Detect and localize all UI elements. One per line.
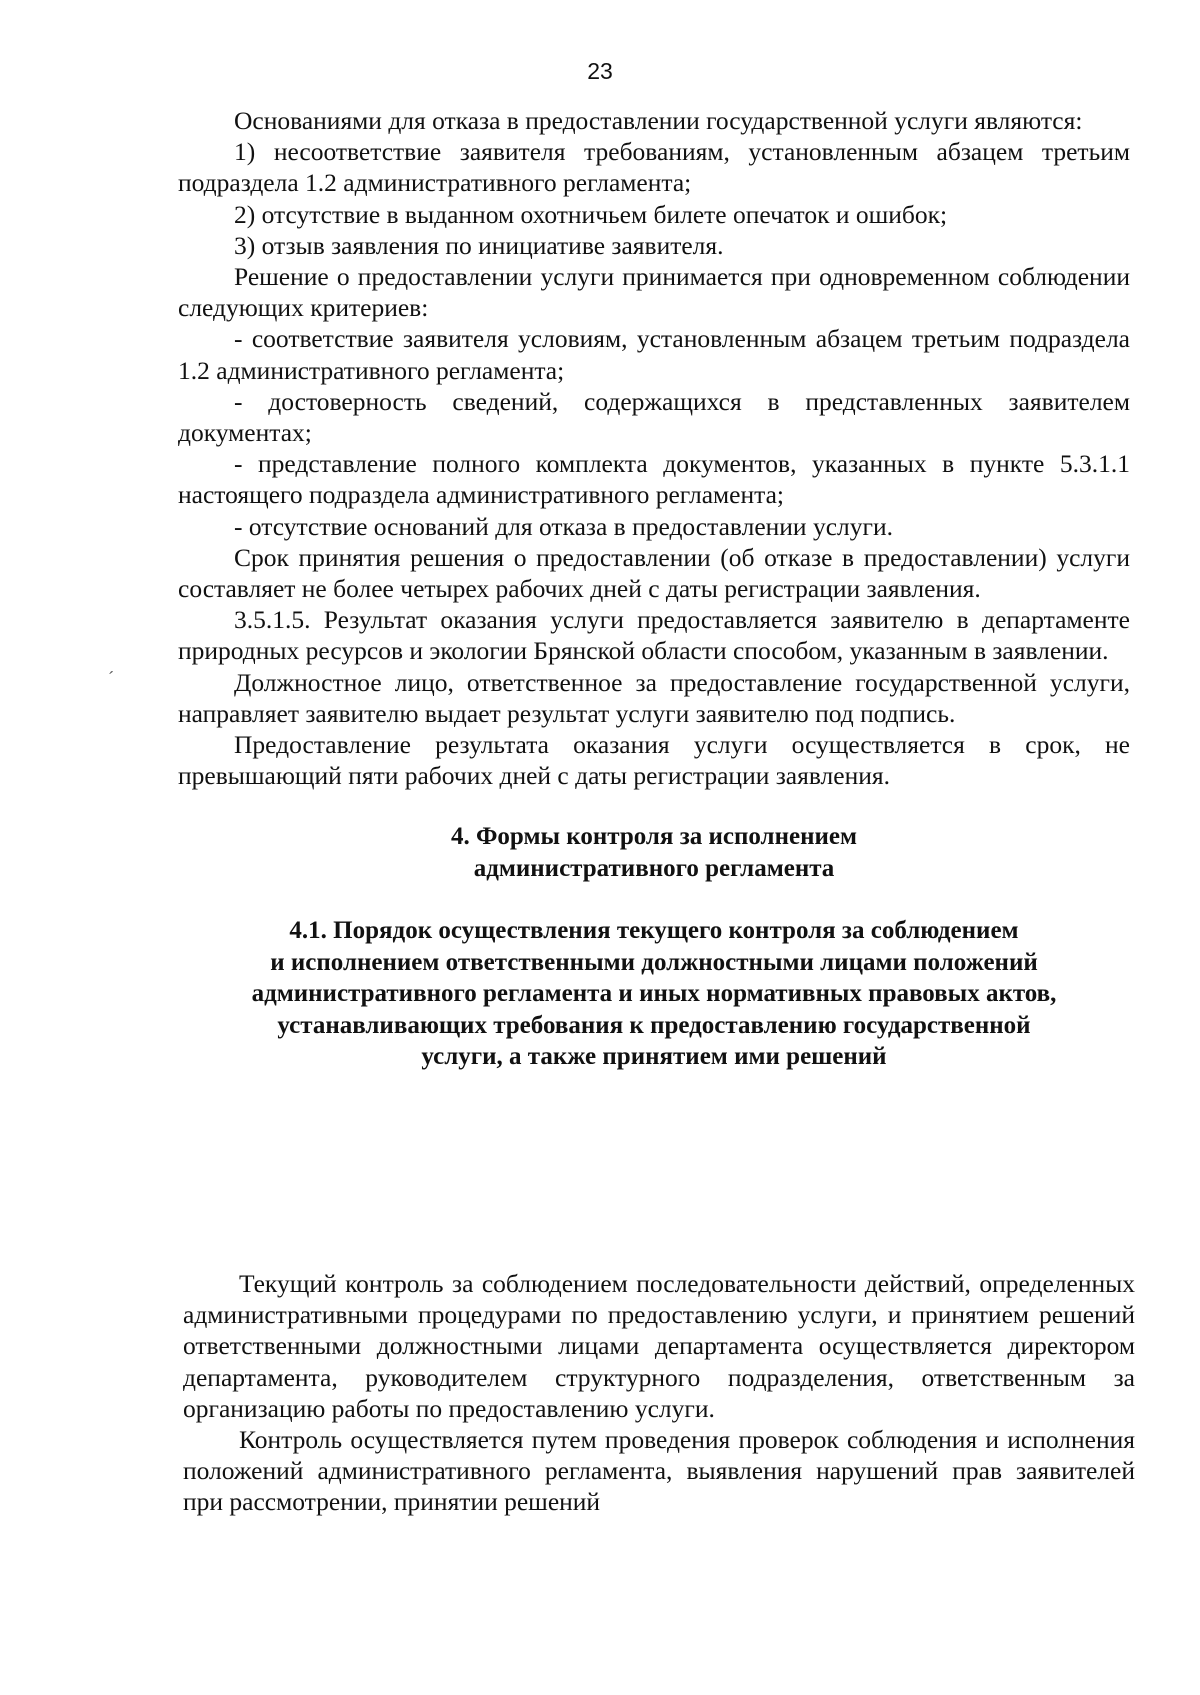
heading-line: административного регламента	[473, 854, 835, 882]
heading-line: 4.1. Порядок осуществления текущего контроля за соблюдением	[289, 917, 1019, 945]
paragraph: 3) отзыв заявления по инициативе заявителя.	[234, 230, 724, 260]
paragraph: - достоверность сведений, содержащихся в представленных заявителем документах;	[178, 386, 1130, 448]
paragraph: Решение о предоставлении услуги принимается при одновременном соблюдении следующих критериев:	[178, 262, 1130, 323]
section-4-heading	[178, 821, 1130, 884]
paragraph: - соответствие заявителя условиям, установленным абзацем третьим подраздела 1.2 административного регламента;	[178, 324, 1130, 385]
paragraph: 3.5.1.5. Результат оказания услуги предоставляется заявителю в департаменте природных ресурсов и экологии Брянской области способом, указанным в заявлении.	[178, 605, 1130, 666]
margin-mark: ˊ	[108, 668, 114, 688]
document-body	[178, 105, 1130, 1073]
paragraph: Предоставление результата оказания услуги осуществляется в срок, не превышающий пяти рабочих дней с даты регистрации заявления.	[178, 730, 1130, 791]
paragraph: 1) несоответствие заявителя требованиям, установленным абзацем третьим подраздела 1.2 административного регламента;	[178, 137, 1130, 198]
heading-line: и исполнением ответственными должностными лицами положений	[270, 948, 1038, 976]
heading-line: 4. Формы контроля за исполнением	[450, 823, 858, 851]
paragraph: Контроль осуществляется путем проведения проверок соблюдения и исполнения положений административного регламента, выявления нарушений прав заявителей при рассмотрении, принятии решений	[183, 1425, 1135, 1517]
paragraph: Текущий контроль за соблюдением последовательности действий, определенных административными процедурами по предоставлению услуги, и принятием решений ответственными должностными лицами департамента осуществляется директором департамента, руководителем структурного подразделения, ответственным за организацию работы по предоставлению услуги.	[183, 1269, 1135, 1423]
heading-line: устанавливающих требования к предоставлению государственной	[277, 1011, 1031, 1039]
heading-line: административного регламента и иных нормативных правовых актов,	[251, 980, 1057, 1008]
paragraph: - представление полного комплекта документов, указанных в пункте 5.3.1.1 настоящего подраздела административного регламента;	[178, 449, 1130, 510]
heading-line: услуги, а также принятием ими решений	[421, 1043, 887, 1071]
paragraph: Срок принятия решения о предоставлении (об отказе в предоставлении) услуги составляет не более четырех рабочих дней с даты регистрации заявления.	[178, 542, 1130, 604]
paragraph: - отсутствие оснований для отказа в предоставлении услуги.	[234, 511, 893, 541]
paragraph: 2) отсутствие в выданном охотничьем билете опечаток и ошибок;	[234, 199, 948, 229]
section-4-1-heading	[178, 915, 1130, 1073]
page-number: 23	[587, 58, 613, 84]
paragraph: Основаниями для отказа в предоставлении государственной услуги являются:	[234, 106, 1083, 135]
section-4-1-body	[183, 1268, 1135, 1518]
paragraph: Должностное лицо, ответственное за предоставление государственной услуги, направляет заявителю выдает результат услуги заявителю под подпись.	[178, 667, 1130, 728]
